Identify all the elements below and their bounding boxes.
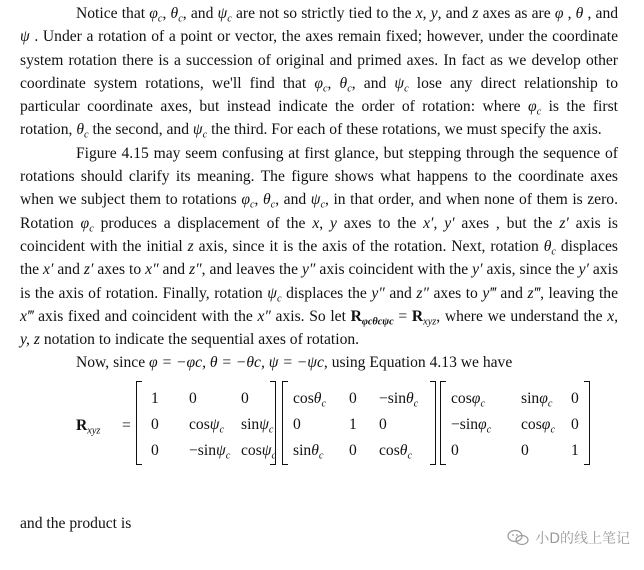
matrix-row [283, 413, 435, 437]
matrix-cell: 1 [571, 441, 579, 459]
matrix-cell: 0 [189, 389, 197, 407]
matrix-row [137, 413, 275, 437]
matrix-cell: sinφ$_c$ [521, 389, 553, 410]
paragraph-3: Now, since φ = −φc, θ = −θc, ψ = −ψc, using Equation 4.13 we have [76, 354, 513, 372]
paragraph-2: Figure 4.15 may seem confusing at first glance, but stepping through the sequence of rotations should clarify its meaning. The figure shows what happens to the coordinate axes when we subject them to rotations $\varphi_c$, $\theta_c$, and $\psi_c$, in that order, and when none of them is zero. Rotation $\varphi_c$ produces a displacement of the x, y axes to the x′, y′ axes , but the z′ axis is coincident with the initial z axis, since it is the axis of the rotation. Next, rotation $\theta_c$ displaces the x′ and z′ axes to x″ and z″, and leaves the y″ axis coincident with the y′ axis, since the y′ axis is the axis of rotation. Finally, rotation $\psi_c$ displaces the y″ and z″ axes to y‴ and z‴, leaving the x‴ axis fixed and coincident with the x″ axis. So let $R_{\varphi c\theta c\psi c} = R_{xyz}$, where we understand the x, y, z notation to indicate the sequential axes of rotation. [20, 144, 619, 349]
matrix-cell: 0 [293, 415, 301, 433]
matrix-cell: −sinψ$_c$ [189, 441, 231, 462]
matrix-cell: 0 [451, 441, 459, 459]
matrix-row [137, 387, 275, 411]
matrix-cell: 1 [349, 415, 357, 433]
matrix-theta [282, 381, 436, 465]
matrix-cell: 0 [379, 415, 387, 433]
matrix-cell: 0 [571, 389, 579, 407]
matrix-phi [440, 381, 590, 465]
matrix-cell: 0 [571, 415, 579, 433]
matrix-row [137, 439, 275, 463]
matrix-cell: 0 [151, 441, 159, 459]
matrix-cell: cosφ$_c$ [521, 415, 556, 436]
matrix-cell: cosψ$_c$ [241, 441, 277, 462]
paragraph-1: Notice that $\varphi_c$, $\theta_c$, and $\psi_c$ are not so strictly tied to the x, y, and z axes as are φ , θ , and ψ . Under a rotation of a point or vector, the axes remain fixed; however, under the coordinate system rotation there is a succession of original and primed axes. In fact as we develop other coordinate system rotations, we'll find that $\varphi_c$, $\theta_c$, and $\psi_c$ lose any direct relationship to particular coordinate axes, but instead indicate the order of rotation: where $\varphi_c$ is the first rotation, $\theta_c$ the second, and $\psi_c$ the third. For each of these rotations, we must specify the axis. [20, 5, 619, 141]
caption-text: and the product is [20, 515, 132, 532]
matrix-row [441, 439, 589, 463]
matrix-row [283, 439, 435, 463]
matrix-cell: −sinθ$_c$ [379, 389, 419, 410]
matrix-row [441, 387, 589, 411]
document-page [20, 2, 618, 471]
rotation-matrix-equation [20, 381, 618, 471]
matrix-row [441, 413, 589, 437]
watermark [507, 528, 630, 548]
matrix-psi [136, 381, 276, 465]
matrix-cell: cosθ$_c$ [379, 441, 413, 462]
matrix-cell: 0 [151, 415, 159, 433]
matrix-cell: 0 [521, 441, 529, 459]
equation-lhs: $R_{xyz}$ [76, 416, 101, 437]
matrix-cell: cosθ$_c$ [293, 389, 327, 410]
matrix-cell: 0 [349, 389, 357, 407]
equals-sign: = [122, 416, 131, 434]
matrix-cell: 1 [151, 389, 159, 407]
matrix-cell: cosφ$_c$ [451, 389, 486, 410]
matrix-cell: 0 [241, 389, 249, 407]
watermark-text: 小D的线上笔记 [535, 531, 630, 547]
matrix-cell: sinθ$_c$ [293, 441, 324, 462]
matrix-cell: sinψ$_c$ [241, 415, 274, 436]
wechat-icon [507, 529, 529, 547]
matrix-cell: 0 [349, 441, 357, 459]
matrix-cell: cosψ$_c$ [189, 415, 225, 436]
matrix-row [283, 387, 435, 411]
matrix-cell: −sinφ$_c$ [451, 415, 492, 436]
